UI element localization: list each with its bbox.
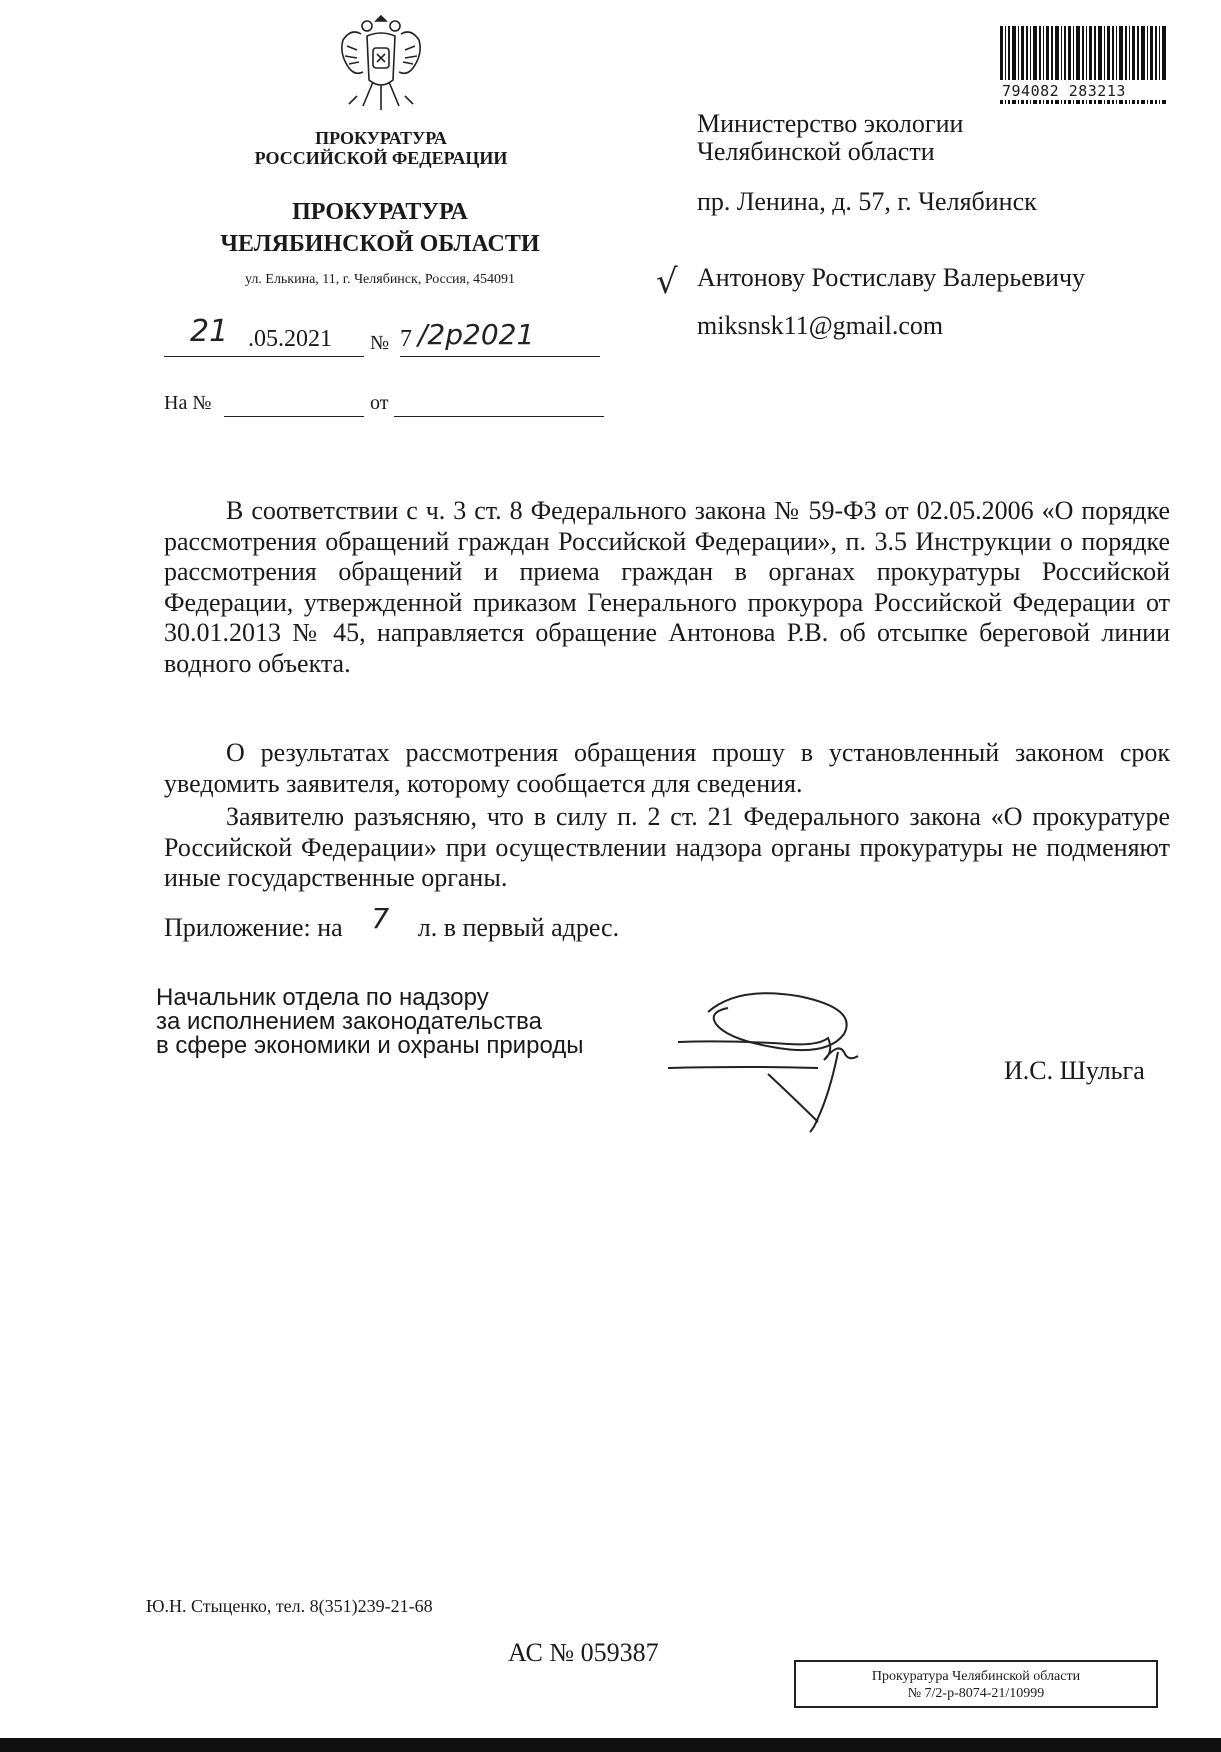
- recipient-org: [697, 110, 963, 166]
- date-printed: .05.2021: [248, 326, 332, 352]
- reference-line: [164, 392, 604, 415]
- number-label: №: [370, 332, 390, 354]
- stamp-line1: Прокуратура Челябинской области: [871, 1669, 1081, 1684]
- barcode-number: 794082 283213: [1000, 80, 1170, 100]
- executor-contact: Ю.Н. Стыценко, тел. 8(351)239-21-68: [146, 1596, 433, 1616]
- recipient-line2: Челябинской области: [697, 137, 935, 166]
- body-paragraph-3: Заявителю разъясняю, что в силу п. 2 ст. 21 Федерального закона «О прокуратуре Российской Федерации» при осуществлении надзора органы прокуратуры не подменяют иные государственные органы.: [164, 802, 1170, 892]
- number-printed: 7: [400, 326, 412, 352]
- signer-title-line3: в сфере экономики и охраны природы: [156, 1032, 584, 1059]
- recipient-email: miksnsk11@gmail.com: [697, 311, 944, 340]
- date-handwritten-day: 21: [190, 314, 229, 349]
- date-underline: [164, 356, 364, 357]
- attachment-suffix: л. в первый адрес.: [417, 913, 620, 942]
- signer-title-line2: за исполнением законодательства: [156, 1008, 542, 1035]
- org-line1: ПРОКУРАТУРА: [315, 128, 447, 148]
- handwritten-signature: [668, 982, 908, 1142]
- number-handwritten: /2р2021: [418, 318, 535, 351]
- ref-label: На №: [164, 392, 212, 414]
- body-paragraph-2: О результатах рассмотрения обращения прошу в установленный законом срок уведомить заявителя, которому сообщается для сведения.: [164, 738, 1170, 798]
- number-underline: [400, 356, 600, 357]
- attachment-line: [164, 902, 620, 943]
- attachment-prefix: Приложение: на: [164, 913, 343, 942]
- scan-bottom-edge: [0, 1738, 1221, 1752]
- ref-number-underline: [224, 416, 364, 417]
- org-header-regional: [180, 196, 580, 260]
- org-header-federal: [200, 128, 562, 168]
- date-number-line: [164, 310, 600, 360]
- signer-title-line1: Начальник отдела по надзору: [156, 984, 489, 1011]
- org-line2: РОССИЙСКОЙ ФЕДЕРАЦИИ: [254, 148, 508, 168]
- sender-address: ул. Елькина, 11, г. Челябинск, Россия, 454091: [245, 272, 515, 287]
- region-line2: ЧЕЛЯБИНСКОЙ ОБЛАСТИ: [220, 231, 540, 257]
- signer-name: И.С. Шульга: [1004, 1056, 1145, 1085]
- double-headed-eagle-emblem: [333, 10, 429, 114]
- recipient-person: Антонову Ростиславу Валерьевичу: [697, 263, 1086, 292]
- ref-date-underline: [394, 416, 604, 417]
- as-number: АС № 059387: [508, 1638, 659, 1667]
- recipient-line1: Министерство экологии: [697, 109, 964, 138]
- stamp-line2: № 7/2-р-8074-21/10999: [907, 1686, 1045, 1701]
- body-paragraph-1: В соответствии с ч. 3 ст. 8 Федерального закона № 59-ФЗ от 02.05.2006 «О порядке рассмотрения обращений граждан Российской Федерации», п. 3.5 Инструкции о порядке рассмотрения обращений и приема граждан в органах прокуратуры Российской Федерации, утвержденной приказом Генерального прокурора Российской Федерации от 30.01.2013 № 45, направляется обращение Антонова Р.В. об отсыпке береговой линии водного объекта.: [164, 496, 1170, 678]
- region-line1: ПРОКУРАТУРА: [292, 199, 468, 225]
- attachment-count: 7: [371, 902, 390, 935]
- registration-stamp: [794, 1660, 1158, 1708]
- signer-title: [156, 986, 584, 1058]
- ref-from-label: от: [370, 392, 389, 414]
- checkmark: √: [656, 262, 678, 302]
- recipient-address: пр. Ленина, д. 57, г. Челябинск: [697, 187, 1037, 216]
